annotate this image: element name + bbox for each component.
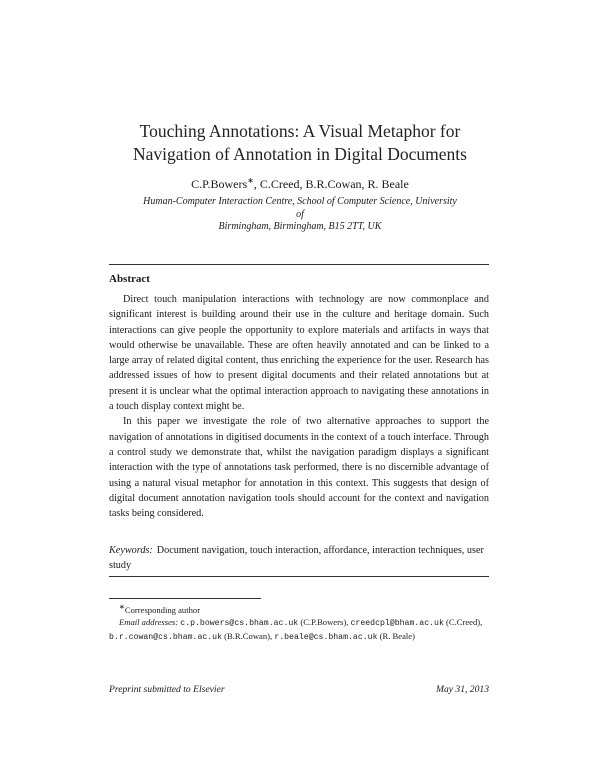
title-line-2: Navigation of Annotation in Digital Documents: [133, 144, 467, 164]
email-cowan[interactable]: b.r.cowan@cs.bham.ac.uk: [109, 633, 223, 643]
abstract-bottom-rule: [109, 576, 489, 577]
corresponding-mark: ∗: [247, 176, 254, 185]
affiliation: [140, 196, 460, 234]
email-creed[interactable]: creedcpl@bham.ac.uk: [350, 619, 444, 629]
footnote-mark: ∗: [119, 603, 125, 611]
footnote-emails: [109, 616, 489, 644]
title-line-1: Touching Annotations: A Visual Metaphor for: [139, 121, 461, 141]
abstract-heading: Abstract: [109, 273, 150, 285]
footnote-corresponding: [109, 601, 489, 616]
footnote: [109, 601, 489, 644]
email-bowers-name: (C.P.Bowers),: [300, 617, 349, 628]
keywords-text: Document navigation, touch interaction, affordance, interaction techniques, user study: [109, 545, 484, 572]
abstract-top-rule: [109, 264, 489, 265]
email-beale[interactable]: r.beale@cs.bham.ac.uk: [274, 633, 378, 643]
paper-title: [60, 120, 540, 166]
email-label: Email addresses:: [119, 617, 179, 628]
email-bowers[interactable]: c.p.bowers@cs.bham.ac.uk: [180, 619, 299, 629]
abstract-body: [109, 292, 489, 521]
email-cowan-name: (B.R.Cowan),: [224, 631, 273, 642]
preprint-note: Preprint submitted to Elsevier: [109, 684, 225, 695]
email-beale-name: (R. Beale): [379, 631, 415, 642]
footnote-corresponding-text: Corresponding author: [124, 604, 201, 615]
abstract-paragraph-2: In this paper we investigate the role of two alternative approaches to support the navigation of annotations in digitised documents in the context of a touch interface. Through a control study we demonstrate that, whilst the navigation paradigm displays a significant interaction with the type of annotations task performed, there is no discernible advantage of using a natural visual metaphor for annotation in this context. This suggests that design of digital document annotation navigation tools should account for the context and navigation tasks being considered.: [109, 416, 489, 520]
preprint-date: May 31, 2013: [435, 684, 489, 695]
keywords: [109, 543, 489, 574]
email-creed-name: (C.Creed),: [446, 617, 483, 628]
author-others: , C.Creed, B.R.Cowan, R. Beale: [253, 177, 409, 191]
keywords-label: Keywords:: [109, 545, 153, 556]
abstract-paragraph-1: Direct touch manipulation interactions with technology are now commonplace and significant interest is building around their use in the culture and heritage domain. Such interactions can give people the opportunity to explore materials and artifacts in ways that would otherwise be unavailable. These are often heavily annotated and can be linked to a large array of related digital content, thus enriching the experience for the user. Research has addressed issues of how to present digital documents and their related annotations but at present it is unclear what the optimal interaction approach to navigating these annotations in a touch display context might be.: [109, 294, 489, 413]
authors: [60, 176, 540, 192]
affiliation-line-2: Birmingham, Birmingham, B15 2TT, UK: [218, 221, 382, 232]
affiliation-line-1: Human-Computer Interaction Centre, School of Computer Science, University of: [143, 196, 457, 220]
footnote-rule: [109, 598, 261, 599]
author-bowers: C.P.Bowers: [191, 177, 248, 191]
